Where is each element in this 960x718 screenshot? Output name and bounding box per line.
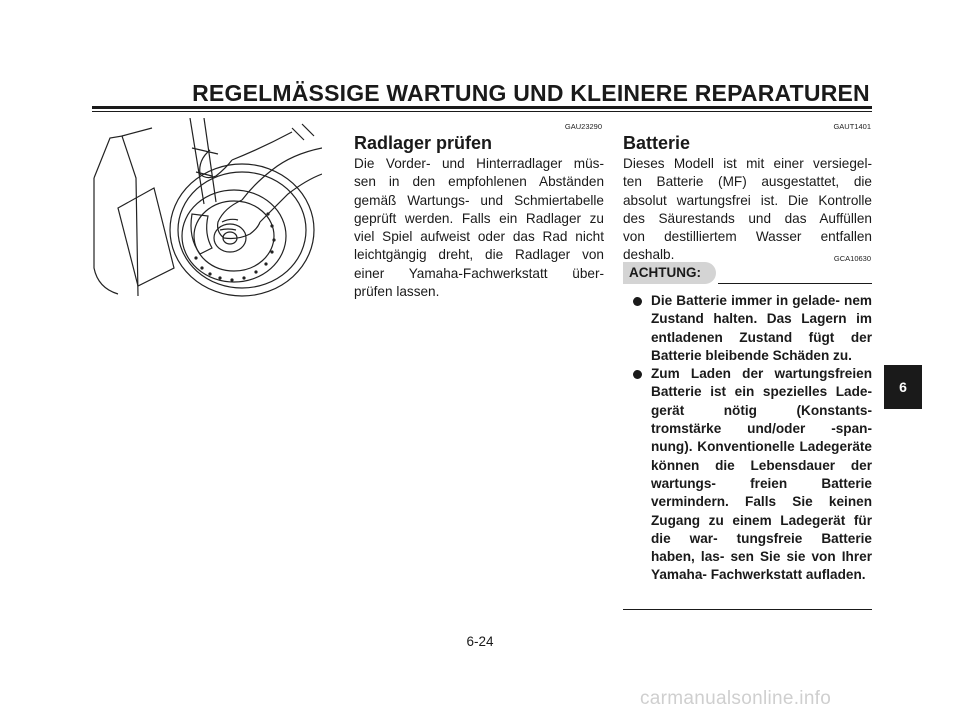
page-header-title: REGELMÄSSIGE WARTUNG UND KLEINERE REPARATUREN <box>192 80 870 106</box>
caution-item <box>623 365 872 585</box>
caution-end-rule <box>623 609 872 610</box>
text-line: Dieses Modell ist mit einer versiegel- <box>623 156 872 171</box>
watermark: carmanualsonline.info <box>640 688 832 709</box>
section-title-batterie: Batterie <box>623 133 691 153</box>
caution-item-text: Die Batterie immer in gelade- nem Zustand halten. Das Lagern im entladenen Zustand fügt der Batterie bleibende Schäden zu. <box>651 293 872 363</box>
text-line: ten Batterie (MF) ausgestattet, die <box>623 174 872 190</box>
bullet-icon <box>633 370 642 379</box>
text-line: einer Yamaha-Fachwerkstatt über- <box>354 265 604 281</box>
batterie-text <box>623 155 872 265</box>
text-line: sen in den empfohlenen Abständen <box>354 174 604 190</box>
chapter-tab: 6 <box>884 365 922 409</box>
radlager-text <box>354 155 604 301</box>
section-title-radlager: Radlager prüfen <box>354 133 493 153</box>
text-line: gemäß Wartungs- und Schmiertabelle <box>354 192 604 208</box>
text-line: von destilliertem Wasser entfallen <box>623 229 872 245</box>
text-line: Die Vorder- und Hinterradlager müs- <box>354 156 604 171</box>
caution-badge: ACHTUNG: <box>623 262 716 284</box>
caution-item <box>623 292 872 365</box>
header-rule-thin <box>92 111 872 112</box>
caution-list <box>623 292 872 585</box>
bullet-icon <box>633 297 642 306</box>
wheel-bearing-illustration <box>92 118 322 306</box>
caution-item-text: Zum Laden der wartungsfreien Batterie ist ein spezielles Lade- gerät nötig (Konstants- tromstärke und/oder -span- nung). Konventionelle Ladegeräte können die Lebensdauer der wartungs- freien Batterie vermindern. Falls Sie keinen Zugang zu einem Ladegerät für die war- tungsfreie Batterie haben, las- sen Sie sie von Ihrer Yamaha- Fachwerkstatt aufladen. <box>651 366 872 583</box>
header-rule <box>92 106 872 109</box>
page-number: 6-24 <box>466 634 494 649</box>
text-line: des Säurestands und das Auffüllen <box>623 210 872 226</box>
text-line: geprüft werden. Falls ein Radlager zu <box>354 210 604 226</box>
section-code-batterie: GAUT1401 <box>833 122 871 131</box>
text-line: prüfen lassen. <box>354 284 440 300</box>
text-line: absolut wartungsfrei ist. Die Kontrolle <box>623 192 872 208</box>
text-line: viel Spiel aufweist oder das Rad nicht <box>354 229 604 245</box>
caution-rule <box>718 283 872 284</box>
text-line: deshalb. <box>623 247 675 263</box>
section-code-radlager: GAU23290 <box>564 122 602 131</box>
caution-code: GCA10630 <box>833 254 871 263</box>
text-line: leichtgängig dreht, die Radlager von <box>354 247 604 263</box>
